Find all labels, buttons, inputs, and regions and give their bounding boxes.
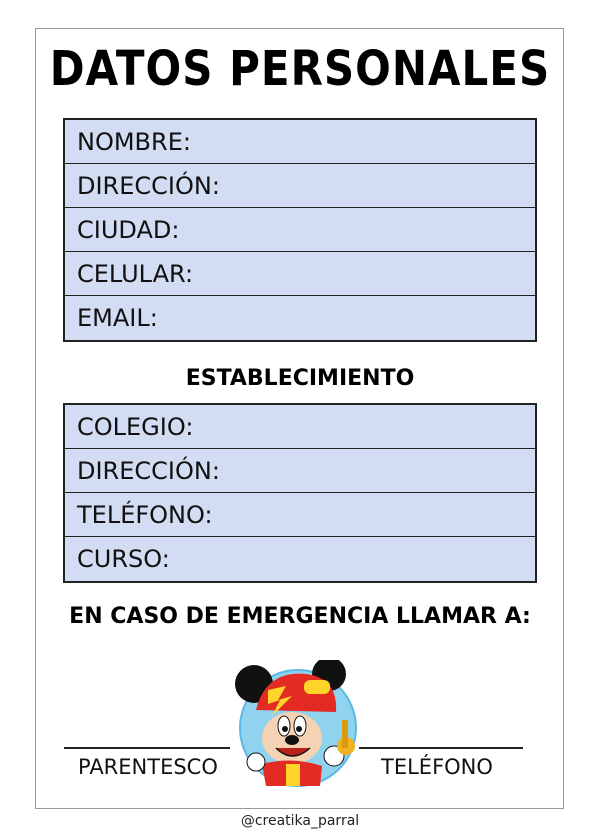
field-nombre[interactable] [65,120,535,164]
field-ciudad[interactable] [65,208,535,252]
parentesco-line[interactable] [64,747,230,749]
field-celular[interactable] [65,252,535,296]
field-telefono[interactable] [65,493,535,537]
field-colegio[interactable] [65,405,535,449]
field-curso[interactable] [65,537,535,581]
field-label: TELÉFONO: [77,500,213,529]
mickey-mascot-illustration [226,660,368,790]
telefono-label: TELÉFONO [381,755,493,779]
personal-data-table [63,118,537,342]
credit-text: @creatika_parral [240,813,360,829]
field-email[interactable] [65,296,535,340]
field-label: CURSO: [77,545,170,573]
field-label: EMAIL: [77,304,158,332]
school-section-title: ESTABLECIMIENTO [185,366,415,391]
page-title: DATOS PERSONALES [49,40,551,97]
field-label: DIRECCIÓN: [77,456,220,485]
parentesco-label: PARENTESCO [78,755,218,779]
field-label: DIRECCIÓN: [77,171,220,200]
field-direccion-colegio[interactable] [65,449,535,493]
field-label: COLEGIO: [77,412,194,441]
field-label: NOMBRE: [77,127,191,156]
telefono-line[interactable] [359,747,523,749]
school-data-table [63,403,537,583]
field-label: CELULAR: [77,259,194,288]
emergency-title: EN CASO DE EMERGENCIA LLAMAR A: [69,604,531,629]
field-direccion[interactable] [65,164,535,208]
field-label: CIUDAD: [77,215,180,244]
